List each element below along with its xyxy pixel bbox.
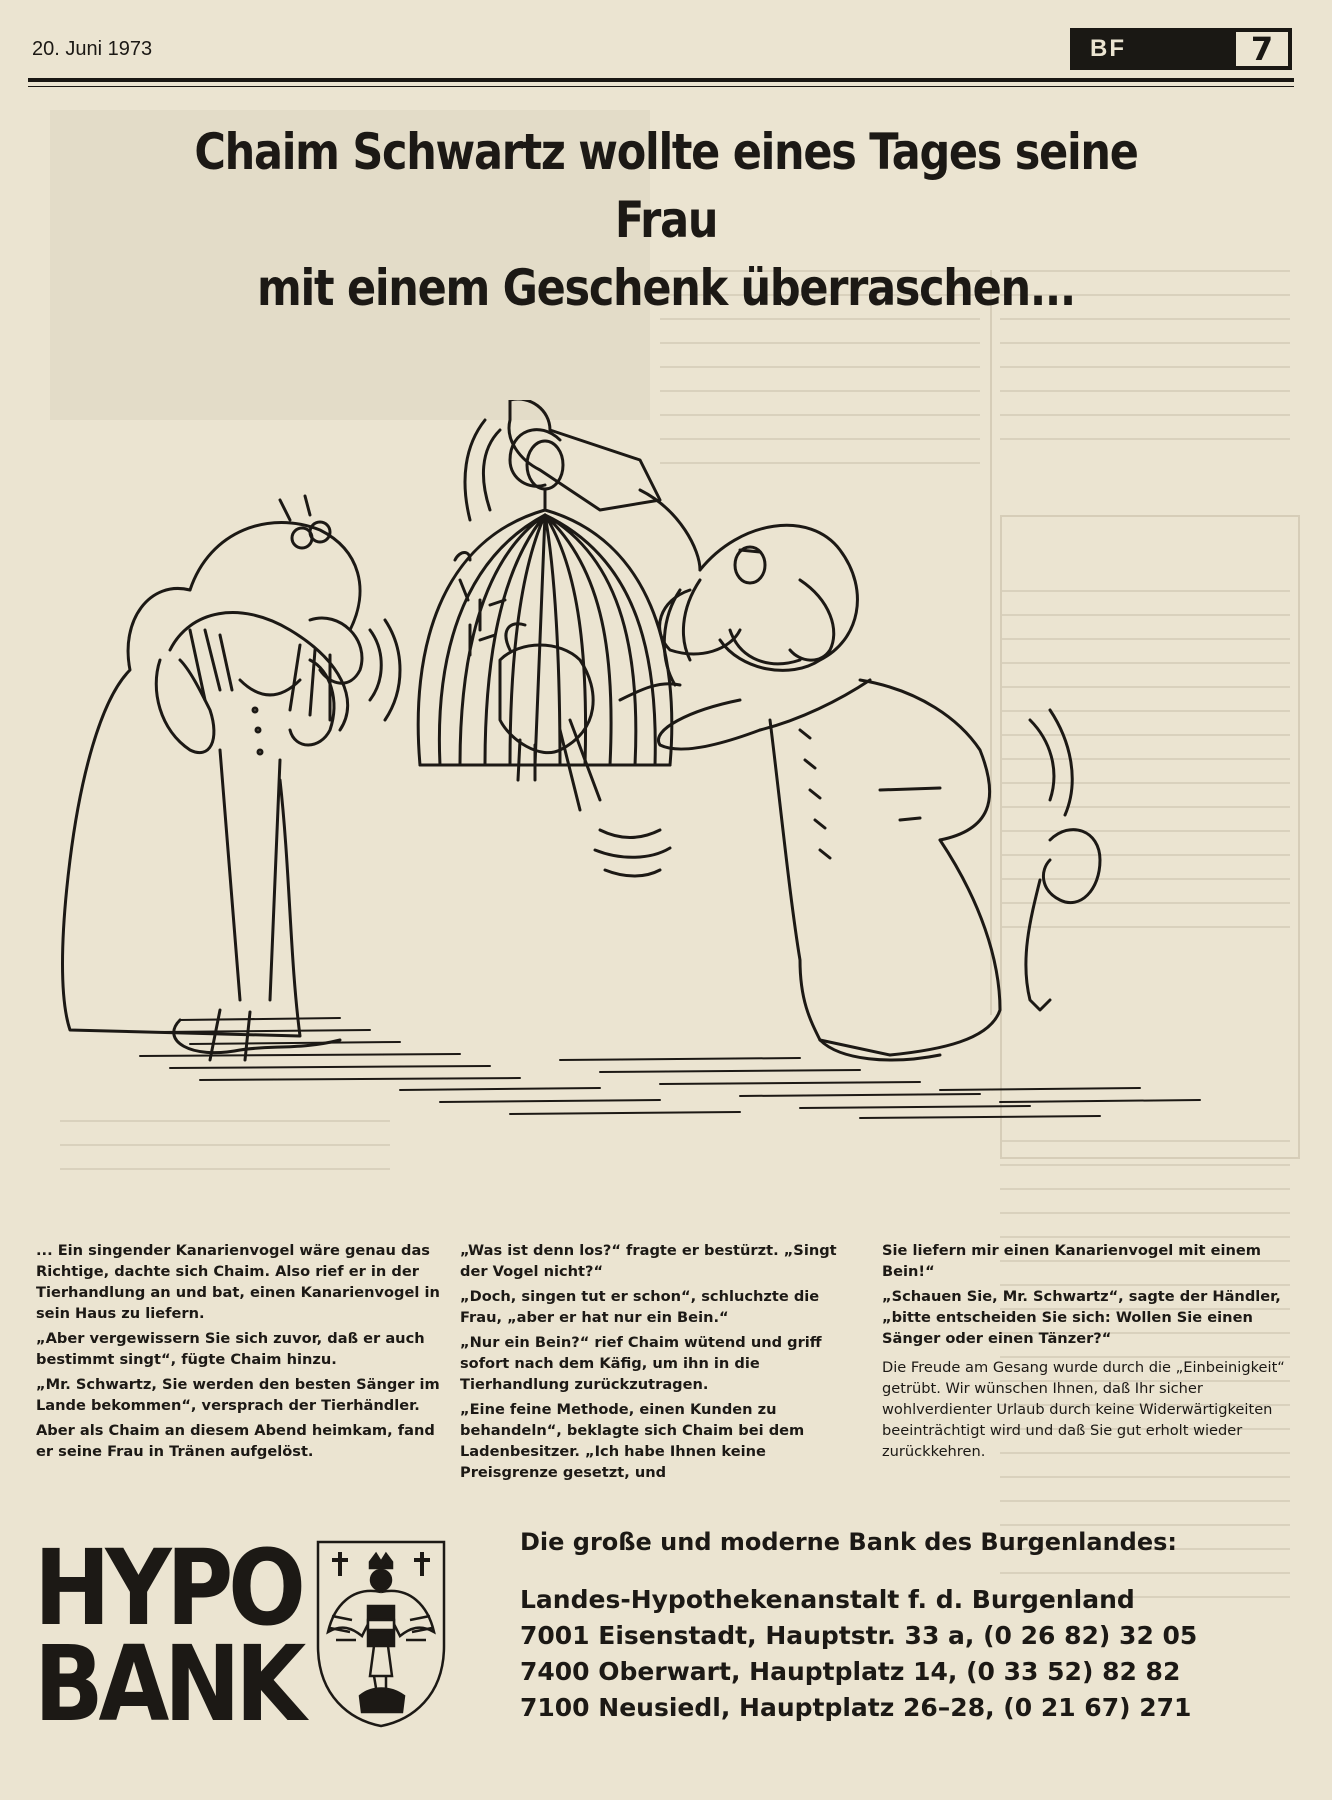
story-paragraph: „Aber vergewissern Sie sich zuvor, daß er auch bestimmt singt“, fügte Chaim hinzu. (36, 1330, 425, 1368)
story-paragraph: „Eine feine Methode, einen Kunden zu behandeln“, beklagte sich Chaim bei dem Ladenbesitzer. „Ich habe Ihnen keine Preisgrenze gesetzt, und (460, 1401, 805, 1481)
page-number: 7 (1236, 32, 1288, 66)
hypo-bank-logo (34, 1527, 301, 1745)
burgenland-crest-icon (312, 1536, 450, 1728)
story-column-1 (36, 1240, 446, 1466)
headline-line-1: Chaim Schwartz wollte eines Tages seine Frau (194, 123, 1138, 249)
story-paragraph: ... Ein singender Kanarienvogel wäre genau das Richtige, dachte sich Chaim. Also rief er in der Tierhandlung an und bat, einen Kanarienvogel in sein Haus zu liefern. (36, 1242, 440, 1322)
cartoon-illustration (40, 400, 1310, 1140)
editorial-note: Die Freude am Gesang wurde durch die „Einbeinigkeit“ getrübt. Wir wünschen Ihnen, daß Ihr sicher wohlverdienter Urlaub durch keine Widerwärtigkeiten beeinträchtigt wird und daß Sie gut erholt wieder zurückkehren. (882, 1359, 1285, 1460)
ad-branch-neusiedl: 7100 Neusiedl, Hauptplatz 26–28, (0 21 67) 271 (520, 1693, 1192, 1722)
header-rule (28, 78, 1294, 82)
story-paragraph: „Schauen Sie, Mr. Schwartz“, sagte der Händler, „bitte entscheiden Sie sich: Wollen Sie einen Sänger oder einen Tänzer?“ (882, 1288, 1281, 1347)
headline-line-2: mit einem Geschenk überraschen... (257, 259, 1075, 317)
story-paragraph: „Doch, singen tut er schon“, schluchzte die Frau, „aber er hat nur ein Bein.“ (460, 1288, 820, 1326)
story-paragraph: Aber als Chaim an diesem Abend heimkam, fand er seine Frau in Tränen aufgelöst. (36, 1422, 435, 1460)
story-paragraph: Sie liefern mir einen Kanarienvogel mit einem Bein!“ (882, 1242, 1261, 1280)
headline (145, 118, 1187, 322)
issue-date: 20. Juni 1973 (32, 38, 153, 60)
bank-ad-text (520, 1526, 1220, 1726)
header-rule-thin (28, 86, 1294, 87)
ad-tagline: Die große und moderne Bank des Burgenlandes: (520, 1528, 1177, 1556)
logo-line-hypo: HYPO (34, 1527, 301, 1649)
ad-institution: Landes-Hypothekenanstalt f. d. Burgenland (520, 1585, 1135, 1614)
story-column-3 (882, 1240, 1292, 1466)
story-column-2 (460, 1240, 865, 1487)
ad-branch-eisenstadt: 7001 Eisenstadt, Hauptstr. 33 a, (0 26 82) 32 05 (520, 1621, 1198, 1650)
section-code: BF (1090, 35, 1126, 62)
story-paragraph: „Nur ein Bein?“ rief Chaim wütend und griff sofort nach dem Käfig, um ihn in die Tierhandlung zurückzutragen. (460, 1334, 822, 1393)
section-banner (1070, 28, 1292, 70)
story-paragraph: „Was ist denn los?“ fragte er bestürzt. „Singt der Vogel nicht?“ (460, 1242, 837, 1280)
bird-cage (418, 420, 700, 876)
woman-figure (63, 496, 401, 1060)
logo-line-bank: BANK (34, 1623, 301, 1745)
man-figure (509, 400, 1100, 1060)
story-paragraph: „Mr. Schwartz, Sie werden den besten Sänger im Lande bekommen“, versprach der Tierhändler. (36, 1376, 440, 1414)
ad-branch-oberwart: 7400 Oberwart, Hauptplatz 14, (0 33 52) 82 82 (520, 1657, 1181, 1686)
